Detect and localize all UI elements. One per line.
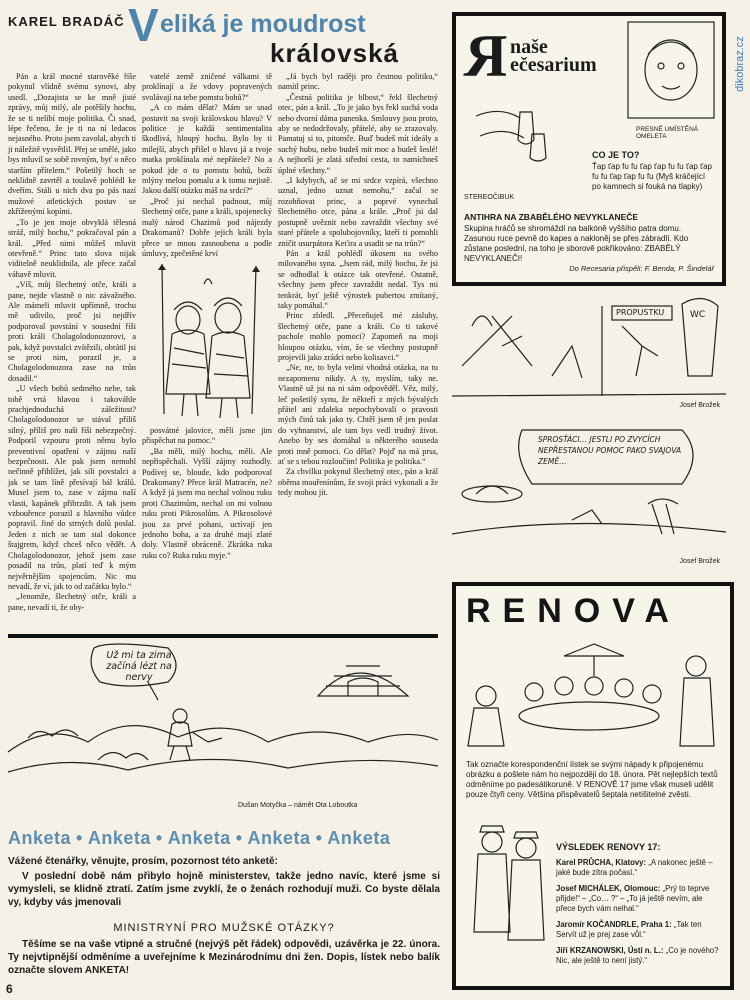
anketa-header-item: Anketa [87, 828, 151, 848]
renova-result-text: „Tak ten Servít už je prej zase vůl.“ [556, 920, 702, 939]
column-3-paragraph: „Čestná politika je blbost,“ řekl šlechetný otec, pán a král. „To je jako bys řekl suchá voda nebo dvorní dáma panenka. Smlouvy jsou proto, aby se nedodržovaly, přátelé, aby se zrazovaly. Pamatuj si to, pitomče. Buď budeš mít ideály a suchý hubu, nebo budeš mít moc a budeš šeslé! A nejhorší je zlatá střední cesta, to namíchneš úplné všechny.“ [278, 92, 441, 175]
column-3-paragraph: Za chvilku pokynul šlechetný otec, pán a král oběma mouřenínům, že svoji práci vykonali a že tedy mohou jít. [278, 467, 441, 498]
recesarium-logo [464, 23, 604, 89]
winter-cartoon-signature: Dušan Motyčka – námět Ota Loboutka [238, 802, 358, 809]
anketa-header-separator: • [235, 828, 243, 848]
article-column-3 [278, 72, 441, 616]
anketa-header-item: Anketa [8, 828, 72, 848]
column-2-top-paragraph: „Proč jsi nechal padnout, můj šlechetný otče, pane a králi, spojenecký malý národ Chazimů pod nájezdy Drakomanů? Dobře jejich králi byla přece se mnou zasnoubena a podle úmluvy, zpečetěné krví [142, 196, 275, 258]
portrait-illustration [626, 20, 716, 120]
renova-result-text: „Co je nového? Nic, ale ještě to není jistý.“ [556, 946, 719, 965]
renova-box [452, 582, 734, 990]
border-cartoon-signature: Josef Brožek [679, 402, 720, 409]
renova-result-item [556, 946, 722, 966]
side-label: dikobraz.cz [734, 36, 746, 92]
recesarium-credits: Do Recesaria přispěli: F. Benda, P. Šindelář [569, 264, 714, 273]
article-column-1 [8, 72, 139, 616]
article-title-line1: eliká je moudrost [160, 10, 366, 38]
column-3-paragraph: Pán a král pohlédl úkosem na svého milovaného syna. „Jsem rád, milý hochu, že jsi se odhodlal k otázce tak otevřené. Ostatně, všechny jsem přece zavraždit nedal. Tys mi tenkrát, byť ještě výrostek pubertou zmítaný, taky pomáhal.“ [278, 248, 441, 310]
article-column-2-top [142, 72, 275, 262]
co-je-to-text: Ťap ťap fu fu ťap ťap fu fu ťap ťap fu fu ťap ťap fu fu (Myš kráčející po kamnech si fouká na tlapky) [592, 162, 712, 191]
anketa-header [8, 828, 440, 849]
recesarium-box [452, 12, 726, 286]
column-3-paragraph: „Ne, ne, to byla velmi vhodná otázka, na tu nezapomenu nikdy. A ty, myslím, taky ne. Vlastně už jsi na ni sám odpověděl. Věz, milý, leč pošetilý synu, že někteří z mých bývalých přátel ani zdaleka nepochybovali o pravosti mých činů tak jako ty. Chtěl jsem tě jen poslat do vyhnanství, ale tam bys vedl trudný život. Anebo by ses domáhal u některého souseda proti mně pomoci. Co dělat? Pojď na má prsa, ať se s tebou rozloučím! Politika je politika.“ [278, 363, 441, 467]
winter-cartoon [8, 634, 438, 824]
article-title-line2: královská [270, 38, 399, 68]
column-1-paragraph: Pán a král mocné starověké říše pokynul vlídně svému synovi, aby usedl. „Dozajista se ke mně jisté zprávy, můj milý, ale potěšily hochu, že se ti nelíbí moje politika. Či snad, lépe řečeno, že je ti na ní ledacos nejasného. Proto jsem zavolal, abych ti ji náležitě vysvětlil. Přej se smělé, jako bys mluvil se sobě rovným, byť o něco starším přítelem.“ Pošetilý hoch se neklidně zavrtěl a toulavě pohlédl ke dveřím. Stáli u nich dva po pás nazí mužové atletických postav se zkříženými kopími. [8, 72, 139, 217]
knights-illustration [144, 264, 272, 424]
ufo-cartoon-signature: Josef Brožek [679, 558, 720, 565]
renova-result-item [556, 920, 722, 940]
column-1-paragraph: „To je jen moje obvyklá tělesná stráž, milý hochu,“ pokračoval pán a král. „Před nimi můžeš mluvit otevřeně.“ Princ tato slova nijak viditelně neuklidnila, ale přece začal váhavě mluvit. [8, 217, 139, 279]
renova-result-name: Jiří KRZANOWSKI, Ústí n. L.: [556, 946, 666, 955]
anketa-para2: Těšíme se na vaše vtipné a stručné (nejvýš pět řádek) odpovědi, uzávěrka je 22. února. Ty nejvtipnější odměníme a uveřejníme k Mezinárodnímu dni žen. Dopis, lístek nebo balík označte slovem ANKETA! [8, 939, 440, 976]
column-2-top-paragraph: vatelé země zničené válkami tě proklínají a že vdovy popravených svolávají na tebe pomstu bohů?“ [142, 72, 275, 102]
column-1-paragraph: „U všech bohů sedmého nebe, tak tobě vrtá hlavou i takováhle prachjednoduchá záležitost? Cholagolodonozor se stával příliš silný, příliš pro naši říši nebezpečný. Podporil vzpouru proti němu bylo preventivní opatření v zájmu naší bezpečnosti. Ale pak jsem nemohl nečinně přihlížet, jak síli povstalci a jak se tam líně přesívají bál králů. Musel jsem to, zase v zájmu naší vlasti, kapánek přibrzdit. A tak jsem vzbouřence porazil a hlavního vůdce popravil. Jiné do strných dolů poslal. Jeden z nich se tam stal dokonce štajgrem, když chceš něco vědět. A Cholagolodonozor, jehož jsem zase posadil na trůn, platí teď k mým nejvěrnějším spojencům. Nic mu nevadí, že ví, jak to od začátku bylo.“ [8, 384, 139, 591]
renova-illustration [464, 636, 722, 754]
sign-propustku: PROPUSTKU [616, 308, 665, 317]
column-2-top-paragraph: „A co mám dělat? Mám se snad postavit na svoji královskou hlavu? V politice je každá sentimentalita škodlivá, hloupý hochu. Bylo by ti milejší, abych přišel o hlavu já a tvoje matka proklínala mé nepřátele? No a pokud jde o tu pomstu bohů, boží mlýny melou pomalu a k tomu nejistě. Jakou další otázku máš na srdci?“ [142, 103, 275, 196]
caption-stereocibuk: STEREOČIBUK [464, 194, 515, 201]
column-2-bottom-paragraph: posvátné jalovice, měli jsme jim přispěchat na pomoc.“ [142, 426, 275, 446]
anketa-header-separator: • [155, 828, 163, 848]
anketa-header-separator: • [76, 828, 83, 848]
article-column-2-bottom [142, 426, 275, 616]
co-je-to-title: CO JE TO? [592, 150, 640, 160]
anketa-header-item: Anketa [247, 828, 311, 848]
renova-result-text: „Prý to teprve přijde!“ – „Co… ?“ – „To já ještě nevím, ale přece bych vám nelhal.“ [556, 884, 710, 913]
renova-results-illustration [466, 822, 550, 962]
recesarium-logo-text: naše ečesarium [510, 36, 597, 76]
renova-result-name: Josef MICHÁLEK, Olomouc: [556, 884, 663, 893]
renova-text: Tak označte korespondenční lístek se svými nápady k připojenému obrázku a pošlete nám ho nejpozději do 18. února. Pět nejlepších textů odměníme po padesátikoruně. V RENOVĚ 17 jsme však museli udělit pouze čtyři ceny. Většina přispěvatelů šeptala netišitelné zvěsti. [466, 760, 718, 799]
column-3-paragraph: Princ zbledl. „Přeceňuješ mé zásluhy, šlechetný otče, pane a králi. Co ti takové pachole mohlo pomoci? Zapomeň na moji hloupou otázku, vím, že se všechny postupně projevili jako zrádci nebo kolisavci.“ [278, 311, 441, 362]
column-1-paragraph: „Jenomže, šlechetný otče, králi a pane, nevadí ti, že oby- [8, 592, 139, 612]
anketa-para1: V poslední době nám přibylo hojně ministerstev, takže jedno navíc, které jsme si vymysleli, se klidně ztratí. Zatím jsme zvyklí, že o ženách rozhodují muži. Co byste dělala vy, kdyby vás jmenovali [8, 871, 440, 908]
antihra-title: ANTIHRA NA ZBABĚLÉHO NEVYKLANEČE [464, 212, 639, 222]
page-number: 6 [6, 982, 13, 996]
ufo-cartoon-bubble: SPROSŤÁCI… JESTLI PO ZVYCÍCH NEPŘESTANOU POMOC PAKO SVAJOVA ZEMĚ… [538, 435, 682, 466]
renova-result-item [556, 858, 722, 878]
column-3-paragraph: „Já bych byl raději pro čestnou politiku,“ namítl princ. [278, 72, 441, 92]
renova-result-name: Karel PRŮCHA, Klatovy: [556, 858, 649, 867]
renova-title: RENOVA [466, 592, 680, 630]
anketa-header-separator: • [315, 828, 323, 848]
column-3-paragraph: „I kdybych, ač se mi srdce vzpírá, všechno uznal, jedno uznat nemohu,“ začal se rozohňovat princ, a poprvé vynechal šlechetného otce, pána a krále. „Proč jsi dal postupně uvěznit nebo zavraždit všechny své staré přátele a spolubojovníky, kteří ti pomohli zničit usurpátora Keťira a usadit se na trůn?“ [278, 176, 441, 248]
ufo-cartoon [452, 424, 726, 570]
article-title-initial: V [128, 0, 159, 51]
column-2-bottom-paragraph: „Ba měli, milý hochu, měli. Ale nepřispěchali. Vyšší zájmy rozhodly. Podívej se, bloude, kdo podporoval Drakomany? Přece král Matracén, ne? A když já jsem mu nechal volnou ruku proti Chazimům, nechal on mi volnou ruku proti Pikrosolům. A Pikrosolové jsou za prvé pohani, uctívají jen jednoho boha, a za druhé mají zlaté doly. Vlastně obráceně. Zkrátka ruka ruku co? Ruka ruku myje.“ [142, 446, 275, 560]
renova-result-item [556, 884, 722, 914]
renova-results-list [556, 858, 722, 972]
anketa-question: MINISTRYNÍ PRO MUŽSKÉ OTÁZKY? [113, 922, 335, 934]
stereo-pipe-illustration [470, 96, 560, 166]
anketa-intro: Vážené čtenářky, věnujte, prosím, pozornost této anketě: [8, 856, 278, 867]
antihra-text: Skupina hráčů se shromáždí na balkóně vyššího patra domu. Zasunou ruce pevně do kapes a nakloněj se přes zábradlí. Kdo zůstane poslední, na toho je sborově pokřikováno: ZBABĚLÝ NEVYKLANEČI! [464, 224, 689, 263]
anketa-header-item: Anketa [167, 828, 231, 848]
column-1-paragraph: „Víš, můj šlechetný otče, králi a pane, nejde vlastně o nic závažného. Ale mámeli mluvit upřímně, trochu mě udivilo, proč jsi nejdřív podporoval povstání v sousední říši proti králi Cholagolodonozorovi, a pak, když povstalci zvítězili, obrátil jsi se proti nim, porazil je, a Cholagolodonozora zase na trůn dosadil.“ [8, 280, 139, 383]
winter-cartoon-bubble: Už mi ta zima začíná lézt na nervy [106, 650, 172, 683]
sign-wc: WC [690, 310, 706, 320]
border-cartoon [452, 286, 726, 418]
renova-results-title: VÝSLEDEK RENOVY 17: [556, 842, 661, 852]
caption-omeleta: PRESNĚ UMÍSTĚNÁ OMELETA [636, 126, 699, 140]
renova-result-name: Jaromír KOČANDRLE, Praha 1: [556, 920, 674, 929]
article-author: KAREL BRADÁČ [8, 14, 125, 29]
anketa-header-item: Anketa [327, 828, 391, 848]
renova-result-text: „A nakonec ještě – jaké bude zítra počasí.“ [556, 858, 713, 877]
recesarium-logo-letter: R [464, 23, 508, 89]
